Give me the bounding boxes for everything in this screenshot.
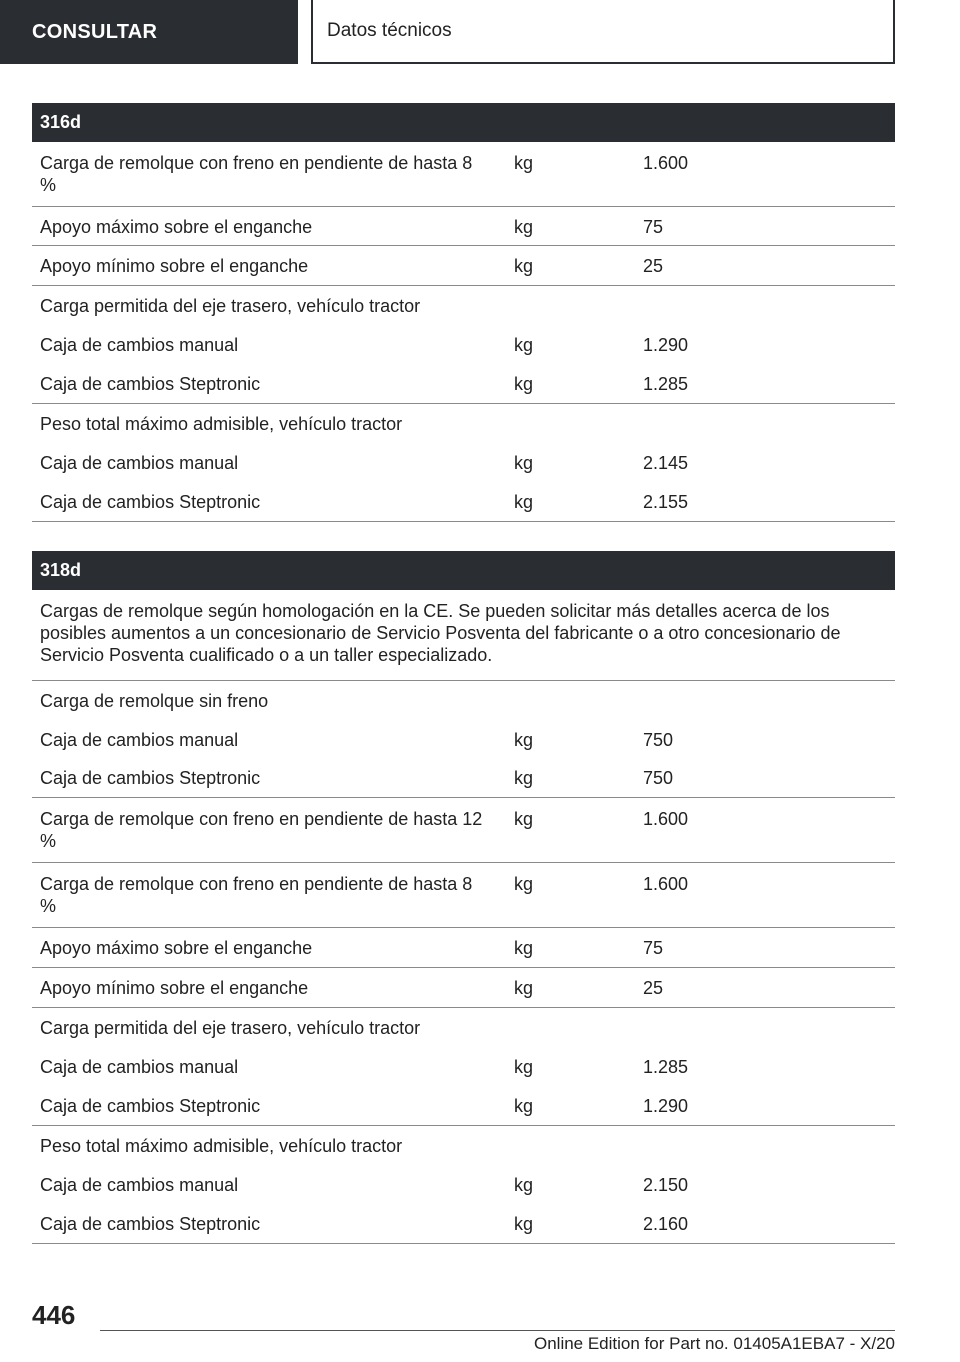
row-value: 25: [643, 256, 664, 276]
row-unit: kg: [514, 492, 534, 512]
table-row: [32, 1165, 895, 1204]
row-unit: kg: [514, 453, 534, 473]
table-row: [32, 286, 895, 325]
row-label: Caja de cambios manual: [40, 1175, 239, 1195]
row-label: Apoyo mínimo sobre el enganche: [40, 978, 309, 998]
page-header: [311, 0, 895, 64]
row-label: Apoyo mínimo sobre el enganche: [40, 256, 309, 276]
row-value: 1.600: [643, 874, 689, 894]
table-row: [32, 968, 895, 1008]
row-unit: kg: [514, 153, 534, 173]
row-label: Carga permitida del eje trasero, vehículo tractor: [40, 1018, 421, 1038]
row-label: Peso total máximo admisible, vehículo tractor: [40, 414, 403, 434]
row-value: 2.150: [643, 1175, 689, 1195]
table-row: [32, 1047, 895, 1086]
table-row: [32, 1204, 895, 1244]
table-row: [32, 246, 895, 286]
row-label: Carga de remolque con freno en pendiente de hasta 8 %: [40, 874, 473, 916]
row-unit: kg: [514, 730, 534, 750]
table-row: [32, 325, 895, 364]
section-tab: [0, 0, 298, 64]
table-row: [32, 1008, 895, 1047]
table-row: [32, 207, 895, 246]
table-row: [32, 759, 895, 798]
row-label: Caja de cambios manual: [40, 1057, 239, 1077]
table-note-row: [32, 590, 895, 681]
row-value: 25: [643, 978, 664, 998]
row-value: 2.145: [643, 453, 689, 473]
row-unit: kg: [514, 1057, 534, 1077]
table-heading: 316d: [32, 103, 895, 142]
table-row: [32, 863, 895, 928]
row-value: 2.155: [643, 492, 689, 512]
section-label: CONSULTAR: [32, 20, 158, 43]
row-label: Apoyo máximo sobre el enganche: [40, 217, 313, 237]
footer-edition: Online Edition for Part no. 01405A1EBA7 - X/20: [533, 1334, 895, 1353]
page-title: Datos técnicos: [327, 20, 452, 41]
row-unit: kg: [514, 217, 534, 237]
page-number: 446: [32, 1300, 76, 1330]
row-value: 750: [643, 768, 674, 788]
row-value: 750: [643, 730, 674, 750]
row-value: 75: [643, 938, 664, 958]
row-unit: kg: [514, 335, 534, 355]
row-label: Carga de remolque sin freno: [40, 691, 269, 711]
row-label: Caja de cambios Steptronic: [40, 768, 261, 788]
row-value: 1.290: [643, 1096, 689, 1116]
footer-divider: [100, 1330, 895, 1331]
row-value: 75: [643, 217, 664, 237]
table-row: [32, 798, 895, 863]
table-row: [32, 364, 895, 404]
row-unit: kg: [514, 374, 534, 394]
row-label: Caja de cambios Steptronic: [40, 374, 261, 394]
row-label: Peso total máximo admisible, vehículo tractor: [40, 1136, 403, 1156]
row-label: Caja de cambios manual: [40, 453, 239, 473]
row-label: Carga de remolque con freno en pendiente de hasta 12 %: [40, 809, 483, 851]
row-value: 1.285: [643, 374, 689, 394]
row-label: Caja de cambios manual: [40, 730, 239, 750]
row-label: Caja de cambios manual: [40, 335, 239, 355]
row-unit: kg: [514, 809, 534, 829]
row-value: 1.600: [643, 153, 689, 173]
table-316d: [32, 103, 895, 522]
table-row: [32, 720, 895, 759]
row-unit: kg: [514, 256, 534, 276]
row-label: Caja de cambios Steptronic: [40, 1096, 261, 1116]
row-label: Apoyo máximo sobre el enganche: [40, 938, 313, 958]
table-heading: 318d: [32, 551, 895, 590]
row-value: 1.290: [643, 335, 689, 355]
row-label: Caja de cambios Steptronic: [40, 1214, 261, 1234]
row-value: 1.285: [643, 1057, 689, 1077]
homologation-note: Cargas de remolque según homologación en la CE. Se pueden solicitar más detalles acerca de los posibles aumentos a un concesionario de Servicio Posventa del fabricante o a otro concesionario de Servicio Posventa cualificado o a un taller especializado.: [40, 601, 841, 665]
row-unit: kg: [514, 1096, 534, 1116]
table-row: [32, 1126, 895, 1165]
row-value: 2.160: [643, 1214, 689, 1234]
row-unit: kg: [514, 1214, 534, 1234]
row-unit: kg: [514, 978, 534, 998]
row-unit: kg: [514, 768, 534, 788]
table-row: [32, 404, 895, 443]
row-unit: kg: [514, 938, 534, 958]
row-value: 1.600: [643, 809, 689, 829]
row-label: Carga de remolque con freno en pendiente de hasta 8 %: [40, 153, 473, 195]
row-label: Caja de cambios Steptronic: [40, 492, 261, 512]
table-row: [32, 142, 895, 207]
table-row: [32, 443, 895, 482]
table-row: [32, 482, 895, 522]
row-unit: kg: [514, 874, 534, 894]
row-unit: kg: [514, 1175, 534, 1195]
table-row: [32, 1086, 895, 1126]
table-row: [32, 928, 895, 968]
table-318d: [32, 551, 895, 1244]
row-label: Carga permitida del eje trasero, vehículo tractor: [40, 296, 421, 316]
table-row: [32, 681, 895, 720]
